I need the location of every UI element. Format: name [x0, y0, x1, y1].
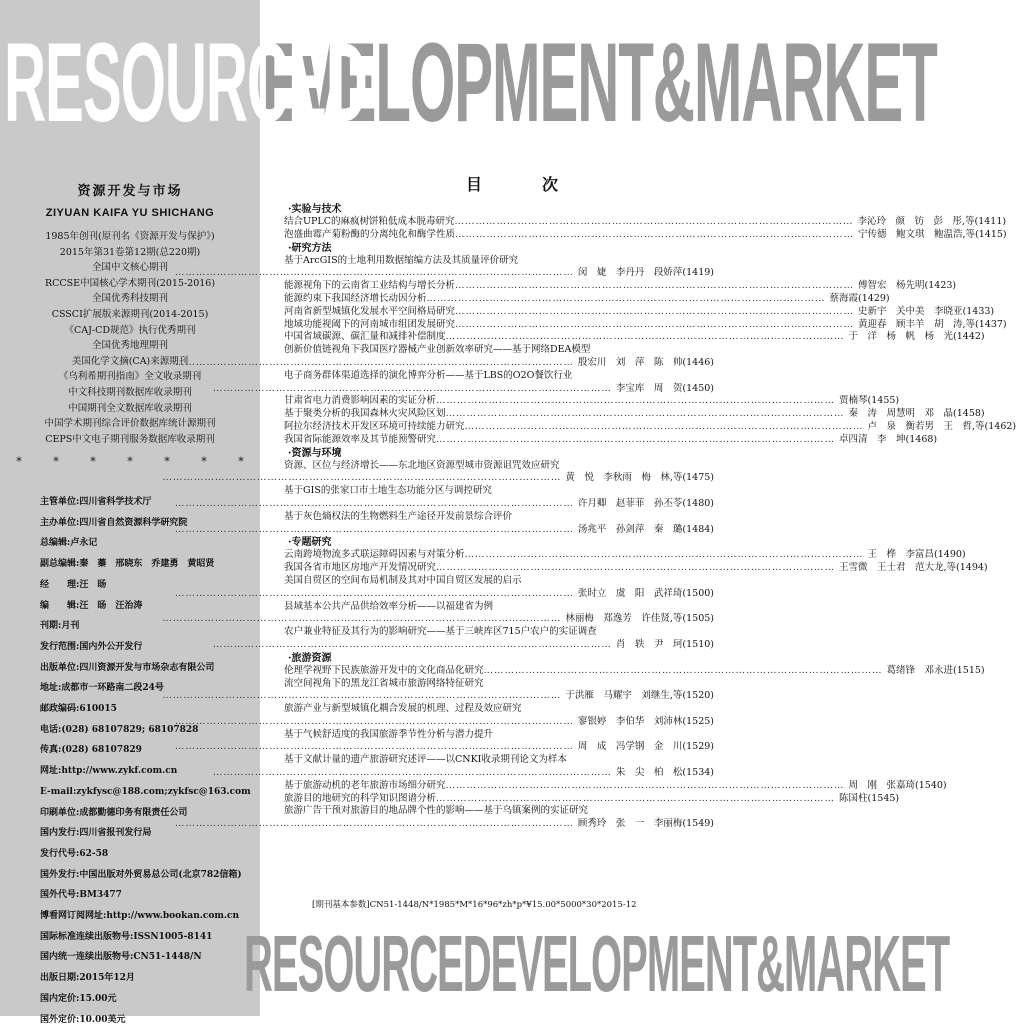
- leader-dots: [213, 639, 612, 652]
- leader-dots: [455, 280, 854, 293]
- toc-entry-authors: 闵 婕 李丹丹 段娇萍: [577, 267, 683, 279]
- toc-entry-title: 河南省新型城镇化发展水平空间格局研究: [284, 305, 456, 317]
- toc-entry-title: 云南跨境物流多式联运障碍因素与对策分析: [284, 549, 465, 561]
- leader-dots: [175, 267, 574, 280]
- toc-entry-page: (1455): [867, 395, 900, 407]
- toc-entry-authors: 王 桦 李富昌: [867, 549, 935, 561]
- toc-entry-line: [284, 664, 985, 678]
- toc-entry-page: (1415): [975, 228, 1007, 240]
- publication-value: 成都市一环路南二段24号: [61, 683, 164, 694]
- publication-label: 编 辑:: [40, 600, 80, 611]
- banner-text-right: EVELOPMENT&MARKET: [262, 20, 937, 145]
- leader-dots: [213, 383, 612, 396]
- toc-entry-authors: 宁传德 鲍文琪 鲍温浩,等: [858, 228, 976, 240]
- journal-title: 资源开发与市场: [77, 184, 183, 199]
- publication-row: [40, 865, 260, 886]
- toc-entry-authors: 黄迎春 顾丰羊 胡 涛,等: [858, 318, 976, 330]
- publication-value: 国内外公开发行: [79, 641, 143, 652]
- publication-value: ISSN1005-8141: [133, 931, 213, 942]
- toc-entry-authors: 顾秀玲 张 一 李丽梅: [577, 818, 683, 830]
- toc-entry-line: [284, 408, 985, 421]
- toc-entry-page: (1540): [915, 779, 947, 791]
- toc-entry-page: (1468): [905, 433, 938, 445]
- leader-dots: [465, 421, 864, 434]
- toc-entry-authors: 傅智宏 杨先明: [858, 280, 925, 292]
- contents-title: 目 次: [466, 175, 581, 194]
- toc-entry-author-line: [284, 498, 714, 511]
- toc-entry-title: 伦理学视野下民族旅游开发中的文化商品化研究: [284, 664, 484, 676]
- toc-entry-authors: 于洪雁 马耀宇 刘继生,等: [565, 690, 683, 702]
- leader-dots: [175, 818, 574, 831]
- star-divider: * * * * * * *: [16, 455, 258, 469]
- toc-entry-author-line: [284, 383, 714, 396]
- toc-entry-title: 农户兼业特征及其行为的影响研究——基于三峡库区715户农户的实证调查: [284, 626, 597, 638]
- toc-entry-page: (1505): [682, 613, 714, 625]
- publication-label: 国外代号:: [40, 890, 80, 901]
- publication-label: 主管单位:: [40, 497, 80, 507]
- toc-entry-page: (1475): [682, 472, 714, 484]
- toc-entry-author-line: [284, 613, 714, 626]
- journal-credential-line: 1985年创刊(原刊名《资源开发与保护》): [45, 231, 215, 242]
- publication-value: 中国出版对外贸易总公司(北京782信箱): [79, 869, 242, 880]
- toc-entry[interactable]: [284, 255, 714, 281]
- publication-value: BM3477: [79, 890, 122, 901]
- toc-entry-author-line: [284, 472, 714, 485]
- toc-entry-author-line: [284, 588, 714, 601]
- publication-label: 刊期:: [40, 621, 62, 632]
- leader-dots: [436, 395, 835, 408]
- journal-credential-line: 中文科技期刊数据库收录期刊: [68, 386, 192, 398]
- publication-row: [40, 533, 260, 554]
- toc-entry-title: 结合UPLC的麻疯树饼粕低成本脱毒研究: [284, 216, 455, 227]
- publication-value: 四川省报刊发行局: [79, 828, 152, 839]
- toc-entry-page: (1462): [984, 420, 1016, 432]
- toc-entry-line: [284, 549, 966, 562]
- journal-info: [0, 180, 260, 468]
- journal-credential-line: CSSCI扩展版来源期刊(2014-2015): [51, 308, 209, 320]
- toc-entry-title-line: [284, 601, 714, 614]
- publication-value: http://www.bookan.com.cn: [106, 911, 240, 922]
- publication-label: 出版日期:: [40, 973, 80, 984]
- publication-value: http://www.zykf.com.cn: [61, 766, 178, 777]
- toc-entry-author-line: [284, 716, 714, 729]
- leader-dots: [455, 229, 854, 242]
- leader-dots: [175, 524, 574, 537]
- leader-dots: [175, 357, 574, 370]
- toc-entry-title-line: [284, 370, 714, 383]
- toc-entry-line: [284, 280, 957, 293]
- toc-entry[interactable]: [284, 292, 890, 306]
- toc-entry-title-line: [284, 805, 714, 818]
- toc-entry-authors: 张时立 虞 阳 武祥琦: [577, 587, 683, 599]
- publication-label: 网址:: [40, 766, 62, 777]
- toc-entry[interactable]: [284, 575, 714, 601]
- toc-entry-line: [284, 420, 1016, 434]
- leader-dots: [446, 408, 845, 421]
- toc-entry-page: (1525): [682, 715, 714, 727]
- leader-dots: [446, 780, 845, 793]
- toc-entry[interactable]: [284, 216, 1007, 229]
- toc-entry-page: (1510): [682, 638, 714, 650]
- journal-credential-line: CEPS中文电子期刊服务数据库收录期刊: [45, 433, 215, 445]
- toc-entry-page: (1450): [682, 382, 714, 394]
- toc-entry-authors: 寥银婷 李伯华 刘沛林: [577, 715, 683, 727]
- toc-entry-page: (1458): [953, 408, 985, 420]
- toc-entry-line: [284, 318, 1007, 332]
- toc-entry-line: [284, 792, 900, 806]
- toc-entry-author-line: [284, 357, 714, 370]
- toc-entry-title-line: [284, 344, 714, 357]
- toc-entry-author-line: [284, 767, 714, 780]
- toc-entry-title: 中国省域碳源、碳汇量和减排补偿制度: [284, 331, 446, 343]
- toc-section-heading: ·研究方法: [288, 242, 332, 254]
- toc-entry-author-line: [284, 741, 714, 754]
- toc-entry-title: 能源约束下我国经济增长动因分析: [284, 292, 427, 304]
- publication-label: 主办单位:: [40, 517, 80, 528]
- toc-entry-authors: 周 成 冯学钢 金 川: [577, 741, 683, 753]
- toc-entry-title: 甘肃省电力消费影响因素的实证分析: [284, 395, 437, 407]
- publication-row: [40, 968, 260, 989]
- toc-entry[interactable]: [284, 729, 714, 755]
- toc-entry-title: 阿拉尔经济技术开发区环境可持续能力研究: [284, 420, 465, 432]
- toc-entry-authors: 黄 悦 李秋雨 梅 林,等: [565, 472, 683, 484]
- toc-entry-page: (1520): [682, 690, 714, 702]
- toc-section-heading: ·专题研究: [288, 537, 332, 549]
- toc-entry-page: (1433): [962, 305, 995, 317]
- toc-entry-page: (1442): [953, 331, 985, 343]
- journal-credentials: [0, 229, 260, 447]
- toc-entry-authors: 汤兆平 孙剑萍 秦 璐: [577, 523, 683, 535]
- toc-entry-title: 县域基本公共产品供给效率分析——以福建省为例: [284, 600, 494, 612]
- toc-entry-line: [284, 331, 985, 344]
- toc-entry-title-line: [284, 255, 714, 268]
- toc-entry-title: 电子商务群体渠道选择的演化博弈分析——基于LBS的O2O餐饮行业: [284, 369, 573, 381]
- toc-entry-title: 基于聚类分析的我国森林火灾风险区划: [284, 408, 446, 420]
- toc-entry[interactable]: [284, 549, 966, 562]
- toc-entry[interactable]: [284, 779, 947, 793]
- publication-label: 经 理:: [40, 579, 80, 590]
- toc-entry-line: [284, 216, 1007, 229]
- publication-row: [40, 927, 260, 948]
- toc-entry-page: (1534): [682, 767, 714, 779]
- toc-entry-page: (1480): [682, 497, 714, 509]
- toc-entry-page: (1411): [974, 216, 1007, 227]
- toc-entry-page: (1515): [953, 664, 985, 676]
- leader-dots: [213, 767, 612, 780]
- toc-entry-page: (1419): [682, 267, 714, 279]
- toc-section-heading: ·旅游资源: [288, 652, 332, 664]
- leader-dots: [436, 434, 835, 447]
- journal-credential-line: 2015年第31卷第12期(总220期): [59, 246, 201, 258]
- publication-value: 62-58: [79, 848, 109, 859]
- publication-label: E-mail:: [40, 786, 77, 797]
- publication-value: 610015: [79, 704, 117, 715]
- toc-entry-author-line: [284, 639, 714, 652]
- journal-pinyin: ZIYUAN KAIFA YU SHICHANG: [45, 207, 215, 219]
- publication-label: 博看网订阅网址:: [40, 911, 107, 922]
- publication-value: 汪 旸 汪治涛: [79, 600, 143, 611]
- toc-entry-title: 基于气候舒适度的我国旅游季节性分析与潜力提升: [284, 728, 494, 740]
- toc-entry[interactable]: [284, 805, 714, 831]
- toc-entry-page: (1429): [858, 292, 890, 304]
- toc-entry-title-line: [284, 703, 714, 716]
- journal-credential-line: 中国期刊全文数据库收录期刊: [68, 402, 192, 414]
- toc-entry-page: (1423): [924, 280, 957, 292]
- publication-label: 出版单位:: [40, 662, 80, 673]
- toc-entry-title: 创新价值链视角下我国医疗器械产业创新效率研究——基于网络DEA模型: [284, 344, 591, 356]
- toc-entry[interactable]: [284, 305, 995, 319]
- toc-entry-title-line: [284, 754, 714, 767]
- publication-row: [40, 782, 260, 803]
- toc-entry-title-line: [284, 626, 714, 639]
- toc-entry-page: (1437): [975, 318, 1007, 330]
- publication-value: 秦 蓁 邢晓东 乔建勇 黄昭贤: [79, 559, 215, 570]
- publication-label: 副总编辑:: [40, 559, 80, 570]
- toc-entry-title: 我国省际能源效率及其节能预警研究: [284, 433, 437, 445]
- toc-entry[interactable]: [284, 678, 714, 704]
- leader-dots: [436, 562, 835, 575]
- toc-entry-title-line: [284, 575, 714, 588]
- toc-entry-title: 美国自贸区的空间布局机制及其对中国自贸区发展的启示: [284, 574, 522, 586]
- toc-entry-title-line: [284, 729, 714, 742]
- toc-entry-page: (1500): [682, 587, 714, 599]
- journal-credential-line: 《CAJ-CD规范》执行优秀期刊: [64, 324, 196, 336]
- toc-entry[interactable]: [284, 754, 714, 780]
- toc-entry-authors: 李宝库 周 贺: [615, 382, 683, 394]
- publication-row: [40, 658, 260, 679]
- publication-value: 四川省自然资源科学研究院: [79, 517, 188, 528]
- toc-entry-title: 旅游目的地研究的科学知识图谱分析: [284, 792, 437, 804]
- publication-value: 汪 旸: [79, 579, 107, 590]
- publication-value: (028) 68107829: [61, 745, 142, 756]
- toc-entry-authors: 周 刚 张嘉琦: [848, 779, 916, 791]
- toc-entry[interactable]: [284, 485, 714, 511]
- leader-dots: [162, 690, 561, 703]
- banner-text-left: RESOURCED: [4, 20, 367, 145]
- publication-label: 发行范围:: [40, 641, 80, 652]
- publication-label: 传真:: [40, 745, 62, 756]
- toc-entry-line: [284, 433, 938, 447]
- toc-entry[interactable]: [284, 511, 714, 537]
- publication-label: 国外发行:: [40, 869, 80, 880]
- toc-entry-author-line: [284, 818, 714, 831]
- toc-entry[interactable]: [284, 703, 714, 729]
- publication-label: 国内发行:: [40, 828, 80, 839]
- toc-entry-title: 旅游产业与新型城镇化耦合发展的机理、过程及效应研究: [284, 703, 522, 715]
- leader-dots: [427, 293, 826, 306]
- toc-entry-authors: 史新宇 关中美 李晓亚: [858, 305, 963, 317]
- toc-entry-page: (1545): [867, 792, 900, 804]
- publication-row: [40, 906, 260, 927]
- toc-entry[interactable]: [284, 420, 1016, 434]
- toc-entry-title-line: [284, 460, 714, 473]
- publication-label: 国内统一连续出版物号:: [40, 952, 134, 963]
- toc-entry-title: 基于灰色熵权法的生物燃料生产途径开发前景综合评价: [284, 510, 513, 522]
- toc-entry-author-line: [284, 524, 714, 537]
- publication-value: 成都勤德印务有限责任公司: [79, 807, 188, 818]
- journal-credential-line: 《乌利希期刊指南》全文收录期刊: [58, 371, 202, 383]
- toc-entry-authors: 葛绪锋 邓永进: [886, 664, 954, 676]
- publication-row: [40, 1010, 260, 1030]
- publication-row: [40, 554, 260, 575]
- publication-value: 卢永记: [70, 538, 98, 549]
- publication-value: (028) 68107829; 68107828: [61, 724, 199, 735]
- toc-entry-title-line: [284, 511, 714, 524]
- toc-entry-authors: 王雪微 王士君 范大龙,等: [839, 562, 957, 574]
- toc-entry-authors: 殷宏川 刘 萍 陈 帅: [577, 356, 683, 368]
- toc-entry[interactable]: [284, 626, 714, 652]
- leader-dots: [465, 549, 864, 562]
- toc-section-heading: ·实验与技术: [288, 204, 342, 215]
- publication-value: 月刊: [61, 621, 80, 632]
- toc-entry[interactable]: [284, 344, 714, 370]
- toc-entry-page: (1490): [934, 549, 966, 561]
- toc-entry-title: 基于ArcGIS的土地利用数据缩编方法及其质量评价研究: [284, 254, 519, 266]
- toc-entry[interactable]: [284, 433, 938, 447]
- toc-entry-title: 我国各省市地区房地产开发情况研究: [284, 562, 437, 574]
- toc-entry[interactable]: [284, 318, 1007, 332]
- toc-entry-authors: 李沁玲 颜 钫 彭 彤,等: [857, 216, 975, 227]
- toc-entry-title: 基于旅游动机的老年旅游市场细分研究: [284, 779, 446, 791]
- journal-credential-line: 全国中文核心期刊: [91, 262, 168, 274]
- journal-credential-line: 全国优秀地理期刊: [91, 340, 168, 352]
- publication-value: CN51-1448/N: [133, 952, 202, 963]
- publication-label: 国际标准连续出版物号:: [40, 931, 134, 942]
- publication-value: 10.00美元: [79, 1014, 126, 1025]
- leader-dots: [454, 216, 853, 229]
- publication-value: 四川资源开发与市场杂志有限公司: [79, 662, 215, 673]
- toc-entry-page: (1494): [956, 562, 988, 574]
- toc-entry-title: 地域功能视阈下的河南城市组团发展研究: [284, 318, 456, 330]
- toc-entry-authors: 于 洋 杨 帆 杨 光: [848, 331, 954, 343]
- toc-entry[interactable]: [284, 331, 985, 344]
- toc-entry[interactable]: [284, 664, 985, 678]
- leader-dots: [162, 472, 561, 485]
- toc-entry-authors: 许月卿 赵菲菲 孙丕苓: [577, 497, 683, 509]
- toc-entry-title: 基于文献计量的遗产旅游研究述评——以CNKI收录期刊论文为样本: [284, 754, 567, 766]
- toc-entry[interactable]: [284, 408, 985, 421]
- leader-dots: [175, 716, 574, 729]
- toc-entry-author-line: [284, 267, 714, 280]
- toc-entry-line: [284, 292, 890, 306]
- toc-entry-page: (1549): [682, 818, 714, 830]
- leader-dots: [175, 741, 574, 754]
- table-of-contents: [284, 203, 1016, 831]
- publication-value: 四川省科学技术厅: [79, 497, 152, 507]
- toc-entry[interactable]: [284, 370, 714, 396]
- leader-dots: [446, 331, 845, 344]
- toc-entry-authors: 蔡海霞: [829, 292, 859, 304]
- toc-entry-authors: 朱 尖 柏 松: [615, 767, 683, 779]
- toc-entry-line: [284, 228, 1007, 242]
- toc-section-heading: ·资源与环境: [288, 447, 342, 459]
- toc-entry-title-line: [284, 678, 714, 691]
- toc-entry-title: 基于GIS的张家口市土地生态功能分区与调控研究: [284, 485, 492, 497]
- publication-row: [40, 885, 260, 906]
- toc-entry-authors: 林丽梅 郑逸芳 许佳贤,等: [565, 613, 683, 625]
- toc-entry-line: [284, 395, 900, 408]
- toc-entry[interactable]: [284, 601, 714, 627]
- toc-entry-page: (1484): [682, 523, 714, 535]
- journal-parameters: [期刊基本参数]CN51-1448/N*1985*M*16*96*zh*p*¥15.00*5000*30*2015-12: [312, 900, 637, 910]
- leader-dots: [162, 613, 561, 626]
- journal-credential-line: 中国学术期刊综合评价数据库统计源期刊: [44, 418, 216, 430]
- publication-label: 电话:: [40, 724, 62, 735]
- publication-label: 发行代号:: [40, 848, 80, 859]
- toc-entry-page: (1529): [682, 741, 714, 753]
- toc-entry-title: 泡盛曲霉产菊粉酶的分离纯化和酶学性质: [284, 228, 456, 240]
- publication-info: [40, 492, 260, 1030]
- toc-entry[interactable]: [284, 562, 988, 575]
- toc-entry-line: [284, 562, 988, 575]
- toc-entry-authors: 陈国柱: [839, 792, 868, 804]
- toc-entry-title: 流空间视角下的黑龙江省城市旅游网络特征研究: [284, 677, 484, 689]
- publication-label: 印刷单位:: [40, 807, 80, 818]
- toc-entry[interactable]: [284, 395, 900, 408]
- toc-entry-authors: 秦 涛 周慧明 邓 晶: [848, 408, 954, 420]
- toc-entry-title: 资源、区位与经济增长——东北地区资源型城市资源诅咒效应研究: [284, 459, 560, 471]
- journal-credential-line: RCCSE中国核心学术期刊(2015-2016): [44, 277, 216, 289]
- publication-label: 国外定价:: [40, 1014, 80, 1025]
- leader-dots: [455, 319, 854, 332]
- toc-entry-title: 能源视角下的云南省工业结构与增长分析: [284, 280, 456, 292]
- toc-entry-page: (1446): [682, 356, 714, 368]
- publication-label: 邮政编码:: [40, 704, 80, 715]
- journal-credential-line: 美国化学文摘(CA)来源期刊: [71, 355, 189, 367]
- toc-entry-line: [284, 779, 947, 793]
- publication-value: 2015年12月: [79, 973, 135, 984]
- publication-row: [40, 947, 260, 968]
- publication-row: [40, 989, 260, 1010]
- toc-entry-line: [284, 305, 995, 319]
- publication-row: [40, 844, 260, 865]
- toc-entry-title-line: [284, 485, 714, 498]
- toc-entry[interactable]: [284, 228, 1007, 242]
- leader-dots: [455, 306, 854, 319]
- journal-credential-line: 全国优秀科技期刊: [91, 293, 168, 305]
- leader-dots: [436, 793, 835, 806]
- toc-entry[interactable]: [284, 280, 957, 293]
- toc-entry-authors: 贾楠琴: [839, 395, 868, 407]
- toc-entry-authors: 卓四清 李 坤: [839, 433, 906, 445]
- publication-label: 地址:: [40, 683, 62, 694]
- toc-entry-authors: 肖 轶 尹 珂: [615, 638, 683, 650]
- publication-label: 国内定价:: [40, 993, 80, 1004]
- footer-banner: [244, 912, 950, 1016]
- leader-dots: [484, 665, 883, 678]
- leader-dots: [175, 588, 574, 601]
- footer-banner-text: RESOURCEDEVELOPMENT&MARKET: [244, 919, 950, 1008]
- publication-value: 15.00元: [79, 993, 117, 1004]
- title-banner: [0, 8, 937, 158]
- toc-entry[interactable]: [284, 792, 900, 806]
- leader-dots: [175, 498, 574, 511]
- toc-entry-author-line: [284, 690, 714, 703]
- toc-entry-authors: 卢 泉 衡若男 王 哲,等: [867, 420, 985, 432]
- toc-entry[interactable]: [284, 460, 714, 486]
- toc-entry-title: 旅游广告干预对旅游目的地品牌个性的影响——基于乌镇案例的实证研究: [284, 805, 589, 817]
- publication-value: zykfysc@188.com;zykfsc@163.com: [76, 786, 251, 797]
- publication-label: 总编辑:: [40, 538, 71, 549]
